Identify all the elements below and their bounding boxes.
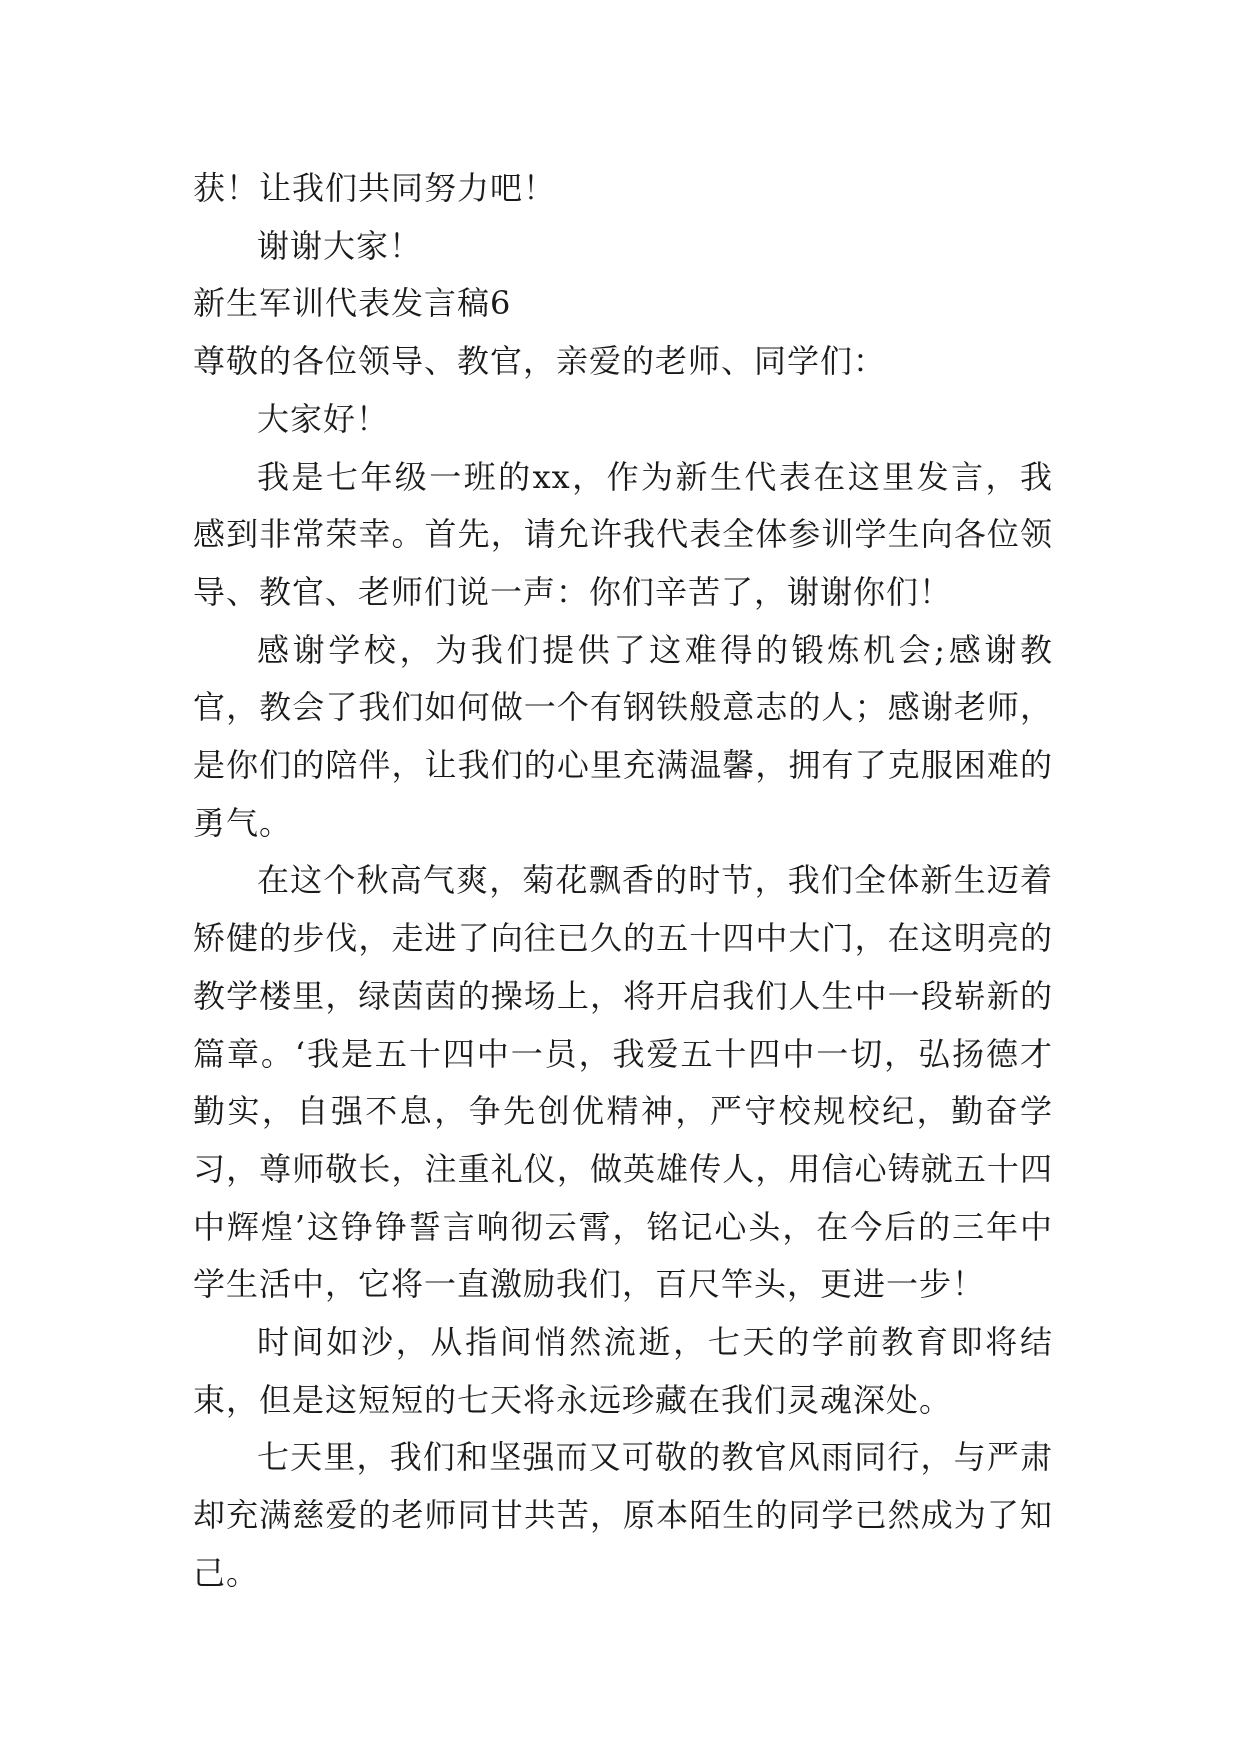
salutation: 尊敬的各位领导、教官，亲爱的老师、同学们： bbox=[193, 342, 887, 381]
paragraph-time: 时间如沙，从指间悄然流逝，七天的学前教育即将结束，但是这短短的七天将永远珍藏在我们灵魂深处。 bbox=[193, 1323, 1053, 1419]
paragraph-new-chapter: 在这个秋高气爽，菊花飘香的时节，我们全体新生迈着矫健的步伐，走进了向往已久的五十四中大门，在这明亮的教学楼里，绿茵茵的操场上，将开启我们人生中一段崭新的篇章。‘我是五十四中一员，我爱五十四中一切，弘扬德才勤实，自强不息，争先创优精神，严守校规校纪，勤奋学习，尊师敬长，注重礼仪，做英雄传人，用信心铸就五十四中辉煌’这铮铮誓言响彻云霄，铭记心头，在今后的三年中学生活中，它将一直激励我们，百尺竿头，更进一步！ bbox=[193, 861, 1053, 1304]
paragraph-continuation: 获！让我们共同努力吧！ bbox=[193, 169, 557, 207]
paragraph-seven-days: 七天里，我们和坚强而又可敬的教官风雨同行，与严肃却充满慈爱的老师同甘共苦，原本陌生的同学已然成为了知己。 bbox=[193, 1438, 1053, 1592]
speech-title: 新生军训代表发言稿6 bbox=[193, 284, 512, 323]
document-body bbox=[193, 160, 1053, 1603]
paragraph-gratitude: 感谢学校，为我们提供了这难得的锻炼机会;感谢教官，教会了我们如何做一个有钢铁般意志的人；感谢老师，是你们的陪伴，让我们的心里充满温馨，拥有了克服困难的勇气。 bbox=[193, 630, 1053, 842]
paragraph-introduction: 我是七年级一班的xx，作为新生代表在这里发言，我感到非常荣幸。首先，请允许我代表全体参训学生向各位领导、教官、老师们说一声：你们辛苦了，谢谢你们！ bbox=[193, 457, 1053, 611]
paragraph-thanks: 谢谢大家！ bbox=[257, 226, 423, 265]
greeting: 大家好！ bbox=[257, 399, 390, 438]
